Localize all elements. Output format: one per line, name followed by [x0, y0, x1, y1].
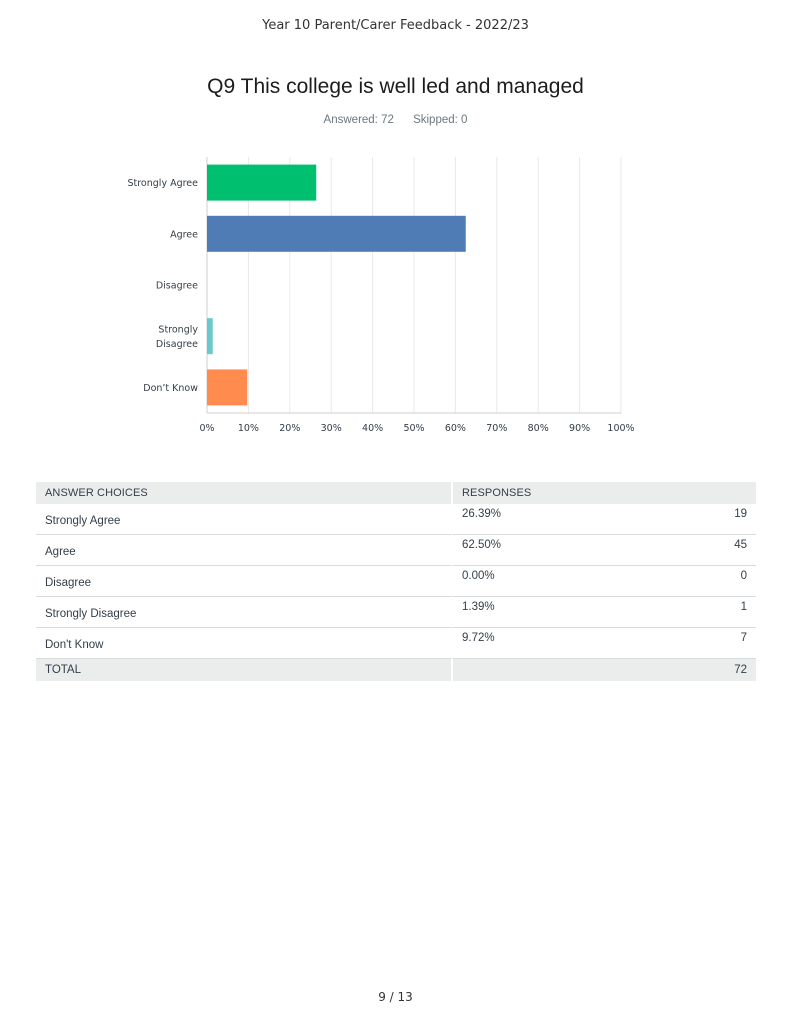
- row-choice: Agree: [36, 535, 453, 566]
- row-count: 45: [611, 535, 756, 566]
- x-tick-label: 80%: [527, 423, 549, 434]
- answered-count: Answered: 72: [323, 114, 394, 126]
- table-row: [36, 628, 756, 659]
- y-category-label: Agree: [170, 229, 198, 241]
- y-category-label: Disagree: [155, 280, 198, 292]
- row-count: 7: [611, 628, 756, 659]
- x-tick-label: 30%: [320, 423, 342, 434]
- table-row: [36, 566, 756, 597]
- bar: [207, 216, 466, 252]
- x-tick-label: 90%: [569, 423, 591, 434]
- row-choice: Strongly Disagree: [36, 597, 453, 628]
- y-category-label: Strongly Agree: [127, 178, 198, 190]
- results-table: [36, 482, 756, 681]
- row-count: 19: [611, 504, 756, 535]
- table-header-row: [36, 482, 756, 504]
- x-tick-label: 40%: [362, 423, 384, 434]
- row-choice: Disagree: [36, 566, 453, 597]
- row-percent: 62.50%: [453, 535, 611, 566]
- table-row: [36, 504, 756, 535]
- row-count: 1: [611, 597, 756, 628]
- row-percent: 9.72%: [453, 628, 611, 659]
- bar-chart: [0, 0, 791, 450]
- y-category-label: Strongly: [158, 324, 198, 336]
- x-tick-label: 10%: [237, 423, 259, 434]
- row-choice: Don't Know: [36, 628, 453, 659]
- bar: [207, 318, 213, 354]
- question-title: Q9 This college is well led and managed: [207, 75, 584, 98]
- x-tick-label: 20%: [279, 423, 301, 434]
- page-number: 9 / 13: [378, 990, 413, 1004]
- y-category-label: Don’t Know: [143, 382, 198, 394]
- total-count: 72: [453, 659, 756, 681]
- x-tick-label: 0%: [199, 423, 215, 434]
- bar: [207, 165, 316, 201]
- row-percent: 0.00%: [453, 566, 611, 597]
- row-percent: 26.39%: [453, 504, 611, 535]
- row-percent: 1.39%: [453, 597, 611, 628]
- total-label: TOTAL: [36, 659, 453, 681]
- row-count: 0: [611, 566, 756, 597]
- y-category-label: Disagree: [155, 338, 198, 350]
- row-choice: Strongly Agree: [36, 504, 453, 535]
- page-header: Year 10 Parent/Carer Feedback - 2022/23: [262, 18, 529, 33]
- header-responses: RESPONSES: [453, 482, 756, 504]
- table-total-row: [36, 659, 756, 681]
- skipped-count: Skipped: 0: [413, 114, 468, 126]
- x-tick-label: 60%: [444, 423, 466, 434]
- bar: [207, 369, 247, 405]
- x-tick-label: 100%: [607, 423, 635, 434]
- table-row: [36, 535, 756, 566]
- table-row: [36, 597, 756, 628]
- header-answer-choices: ANSWER CHOICES: [36, 482, 453, 504]
- x-tick-label: 70%: [486, 423, 508, 434]
- x-tick-label: 50%: [403, 423, 425, 434]
